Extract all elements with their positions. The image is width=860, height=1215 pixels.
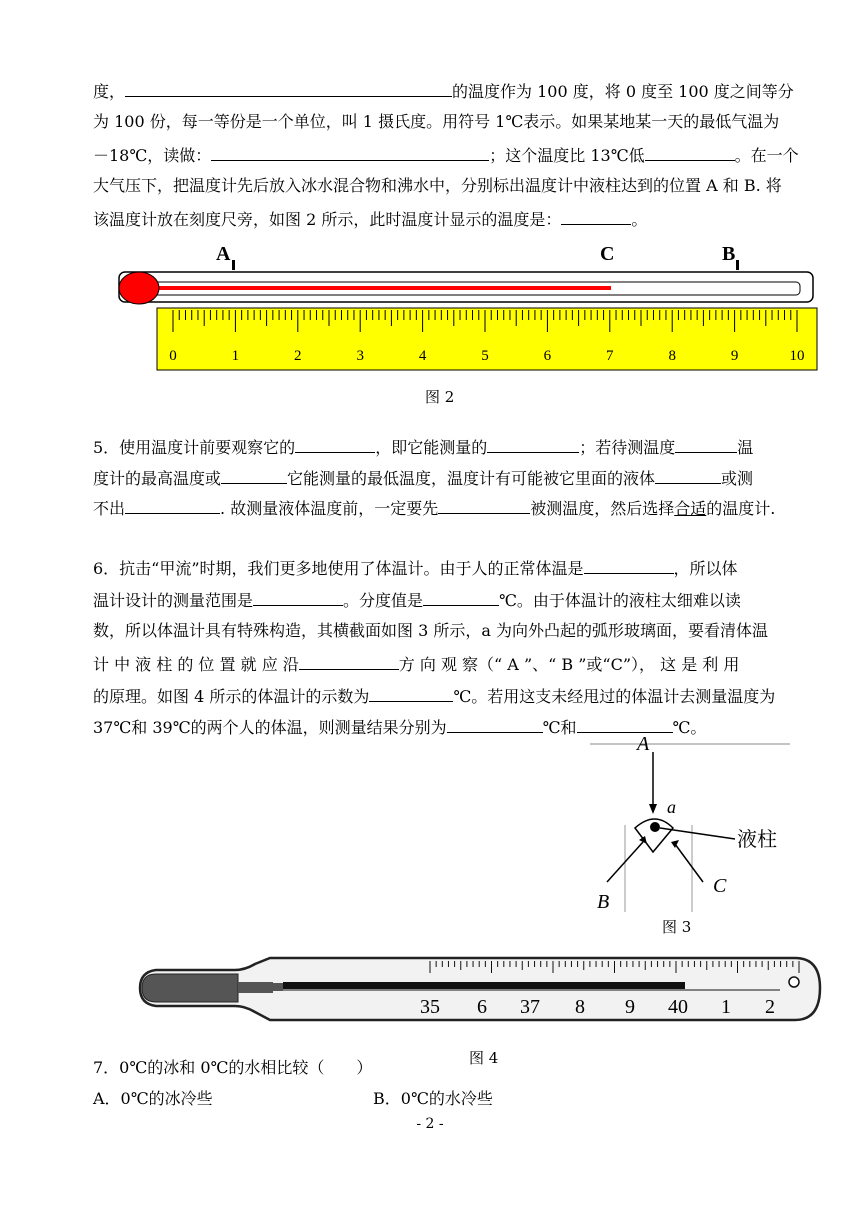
ruler-label: 3 (356, 348, 364, 364)
answer-blank[interactable] (561, 208, 631, 225)
q6-line: 温计设计的测量范围是 。分度值是 ℃。由于体温计的液柱太细难以读 (93, 591, 741, 610)
ruler-label: 0 (169, 348, 177, 364)
figure-3-caption: 图 3 (662, 918, 692, 936)
label-c: C (713, 875, 727, 897)
label-b: B (597, 891, 610, 913)
q7-stem: 7．0℃的冰和 0℃的水相比较（ ） (93, 1058, 373, 1077)
text-line: 度， 的温度作为 100 度，将 0 度至 100 度之间等分 (93, 82, 794, 101)
scale-label: 2 (765, 996, 775, 1018)
label-a-lower: a (667, 797, 676, 817)
q6-line: 6．抗击“甲流”时期，我们更多地使用了体温计。由于人的正常体温是 ，所以体 (93, 559, 738, 578)
ruler-label: 7 (606, 348, 614, 364)
marker-b-tick (736, 260, 739, 270)
answer-blank[interactable] (655, 467, 721, 484)
text-line: －18℃，读做： ；这个温度比 13℃低 。在一个 (93, 146, 799, 165)
ruler-label: 5 (481, 348, 489, 364)
answer-blank[interactable] (675, 436, 737, 453)
ruler-label: 6 (543, 348, 552, 364)
q6-line: 计 中 液 柱 的 位 置 就 应 沿 方 向 观 察（“ A ”、“ B ”或“C”）， 这 是 利 用 (93, 655, 740, 674)
answer-blank[interactable] (211, 144, 489, 161)
ruler-label: 2 (294, 348, 302, 364)
q7-option-a[interactable]: A．0℃的冰冷些 (93, 1089, 213, 1108)
ruler-label: 1 (231, 348, 240, 364)
scale-label: 6 (477, 996, 487, 1018)
figure-4-clinical-thermometer (130, 950, 825, 1030)
answer-blank[interactable] (584, 557, 674, 574)
label-liquid: 液柱 (737, 827, 777, 851)
figure-2-caption: 图 2 (425, 388, 455, 406)
q5-line: 度计的最高温度或 它能测量的最低温度，温度计有可能被它里面的液体 或测 (93, 469, 754, 488)
q6-line: 的原理。如图 4 所示的体温计的示数为 ℃。若用这支未经甩过的体温计去测量温度为 (93, 687, 776, 706)
text-line: 大气压下，把温度计先后放入冰水混合物和沸水中，分别标出温度计中液柱达到的位置 A 和 B. 将 (93, 176, 782, 195)
thermometer-bulb-dark (142, 974, 238, 1002)
scale-label: 9 (625, 996, 635, 1018)
liquid-dot (650, 822, 660, 832)
scale-label: 40 (668, 996, 688, 1018)
answer-blank[interactable] (253, 589, 343, 606)
answer-blank[interactable] (423, 589, 499, 606)
answer-blank[interactable] (487, 436, 579, 453)
ruler-label: 10 (789, 348, 805, 364)
marker-a-label: A (216, 243, 231, 265)
text-line: 该温度计放在刻度尺旁，如图 2 所示，此时温度计显示的温度是： 。 (93, 210, 648, 229)
answer-blank[interactable] (645, 144, 735, 161)
q7-option-b[interactable]: B．0℃的水冷些 (373, 1089, 493, 1108)
figure-2-thermometer-ruler (110, 240, 820, 380)
liquid-column (154, 286, 611, 290)
answer-blank[interactable] (125, 497, 220, 514)
ruler-label: 4 (418, 348, 427, 364)
q6-line: 数，所以体温计具有特殊构造，其横截面如图 3 所示，a 为向外凸起的弧形玻璃面，要看清体温 (93, 621, 768, 640)
scale-label: 1 (721, 996, 731, 1018)
label-a-upper: A (637, 733, 650, 755)
answer-blank[interactable] (295, 436, 375, 453)
answer-blank[interactable] (438, 497, 530, 514)
q6-line: 37℃和 39℃的两个人的体温，则测量结果分别为 ℃和 ℃。 (93, 718, 707, 737)
scale-label: 8 (575, 996, 585, 1018)
liquid-column-dark (283, 982, 685, 989)
answer-blank[interactable] (125, 80, 452, 97)
q5-line: 5．使用温度计前要观察它的 ，即它能测量的 ；若待测温度 温 (93, 438, 754, 457)
ruler-label: 8 (668, 348, 676, 364)
marker-a-tick (232, 260, 235, 270)
ruler-label: 9 (730, 348, 739, 364)
answer-blank[interactable] (447, 716, 543, 733)
page-number: - 2 - (416, 1116, 444, 1132)
thermometer-bulb (119, 272, 159, 304)
scale-label: 35 (420, 996, 440, 1018)
answer-blank[interactable] (221, 467, 287, 484)
answer-blank[interactable] (369, 685, 453, 702)
answer-blank[interactable] (299, 653, 399, 670)
text-line: 为 100 份，每一等份是一个单位，叫 1 摄氏度。用符号 1℃表示。如果某地某一天的最低气温为 (93, 112, 780, 131)
marker-b-label: B (722, 243, 736, 265)
q5-line: 不出 . 故测量液体温度前，一定要先 被测温度，然后选择合适的温度计. (93, 499, 776, 518)
figure-4-caption: 图 4 (469, 1049, 499, 1067)
scale-label: 37 (520, 996, 540, 1018)
figure-3-cross-section (585, 730, 795, 915)
marker-c-label: C (600, 243, 615, 265)
